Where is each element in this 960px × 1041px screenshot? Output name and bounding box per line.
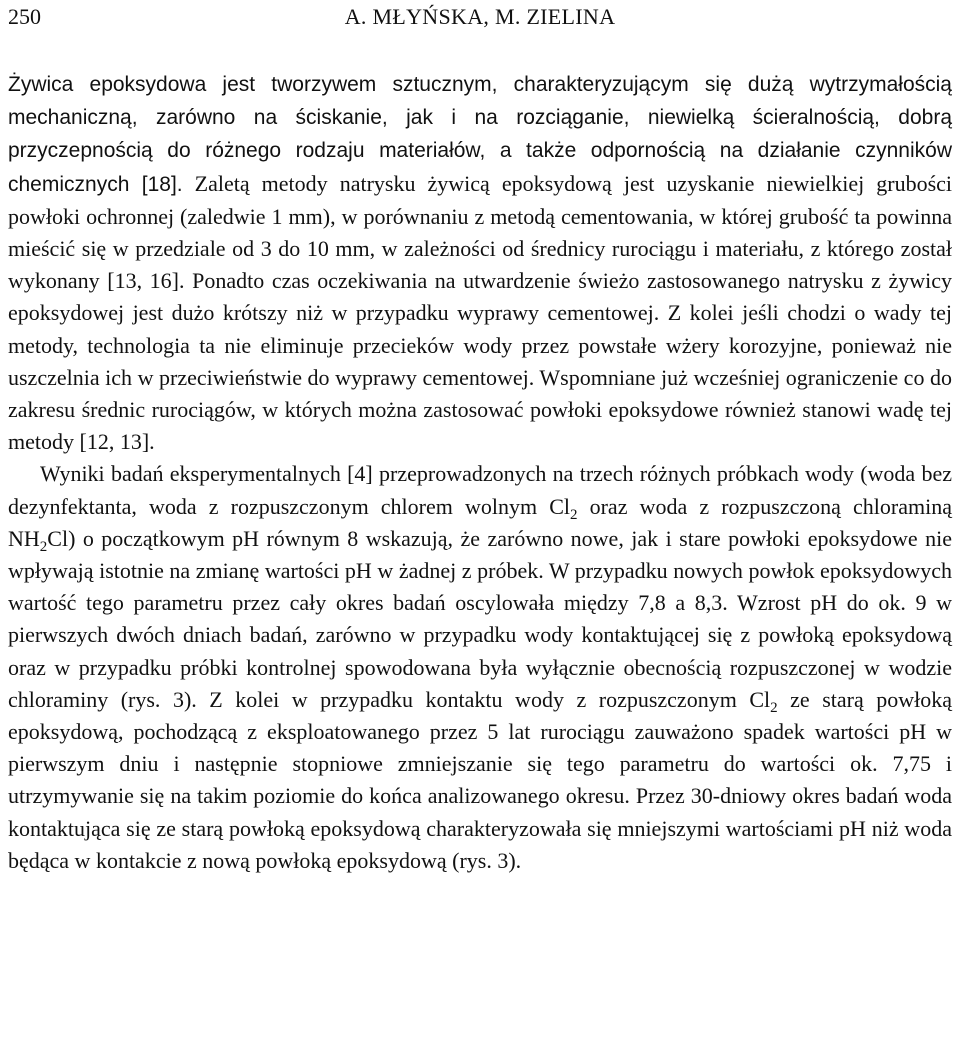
subscript-cl2-second: 2 xyxy=(770,699,778,716)
paragraph-2-text-c: Cl) o początkowym pH równym 8 wskazują, że zarówno nowe, jak i stare powłoki epoksydowe nie wpływają istotnie na zmianę wartości pH w żadnej z próbek. W przypadku nowych powłok epoksydowych wartość tego parametru przez cały okres badań oscylowała między 7,8 a 8,3. Wzrost pH do ok. 9 w pierwszych dwóch dniach badań, zarówno w przypadku wody kontaktującej się z powłoką epoksydową oraz w przypadku próbki kontrolnej spowodowana była wyłącznie obecnością rozpuszczonej w wodzie chloraminy (rys. 3). Z kolei w przypadku kontaktu wody z rozpuszczonym Cl xyxy=(8,525,952,712)
subscript-cl2: 2 xyxy=(570,506,578,523)
paragraph-1-serif-text: Zaletą metody natrysku żywicą epoksydową jest uzyskanie niewielkiej grubości powłoki ochronnej (zaledwie 1 mm), w porównaniu z metodą cementowania, w której grubość ta powinna mieścić się w przedziale od 3 do 10 mm, w zależności od średnicy rurociągu i materiału, z którego został wykonany [13, 16]. Ponadto czas oczekiwania na utwardzenie świeżo zastosowanego natrysku z żywicy epoksydowej jest dużo krótszy niż w przypadku wyprawy cementowej. Z kolei jeśli chodzi o wady tej metody, technologia ta nie eliminuje przecieków wody przez powstałe wżery korozyjne, ponieważ nie uszczelnia ich w przeciwieństwie do wyprawy cementowej. Wspomniane już wcześniej ograniczenie co do zakresu średnic rurociągów, w których można zastosować powłoki epoksydowe również stanowi wadę tej metody [12, 13]. xyxy=(8,170,953,455)
paragraph-2-text-b: oraz woda z rozpuszczoną chloraminą NH xyxy=(8,493,952,551)
paragraph-2 xyxy=(8,458,952,877)
paragraph-1 xyxy=(8,68,952,458)
paragraph-2-text-a: Wyniki badań eksperymentalnych [4] przeprowadzonych na trzech różnych próbkach wody (woda bez dezynfektanta, woda z rozpuszczonym chlorem wolnym Cl xyxy=(8,461,952,519)
page-header xyxy=(8,4,952,32)
running-head: A. MŁYŃSKA, M. ZIELINA xyxy=(344,4,616,29)
paragraph-1-sans-text: Żywica epoksydowa jest tworzywem sztucznym, charakteryzującym się dużą wytrzymałością mechaniczną, zarówno na ściskanie, jak i na rozciąganie, niewielką ścieralnością, dobrą przyczepnością do różnego rodzaju materiałów, a także odpornością na działanie czynników chemicznych [18]. xyxy=(8,73,952,196)
subscript-nh2: 2 xyxy=(39,538,48,555)
body-text xyxy=(8,68,952,877)
page-number: 250 xyxy=(8,4,41,29)
paragraph-2-text-d: ze starą powłoką epoksydową, pochodzącą z eksploatowanego przez 5 lat rurociągu zauważono spadek wartości pH w pierwszym dniu i następnie stopniowe zmniejszanie się tego parametru do wartości ok. 7,75 i utrzymywanie się na takim poziomie do końca analizowanego okresu. Przez 30-dniowy okres badań woda kontaktująca się ze starą powłoką epoksydową charakteryzowała się mniejszymi wartościami pH niż woda będąca w kontakcie z nową powłoką epoksydową (rys. 3). xyxy=(8,686,953,873)
